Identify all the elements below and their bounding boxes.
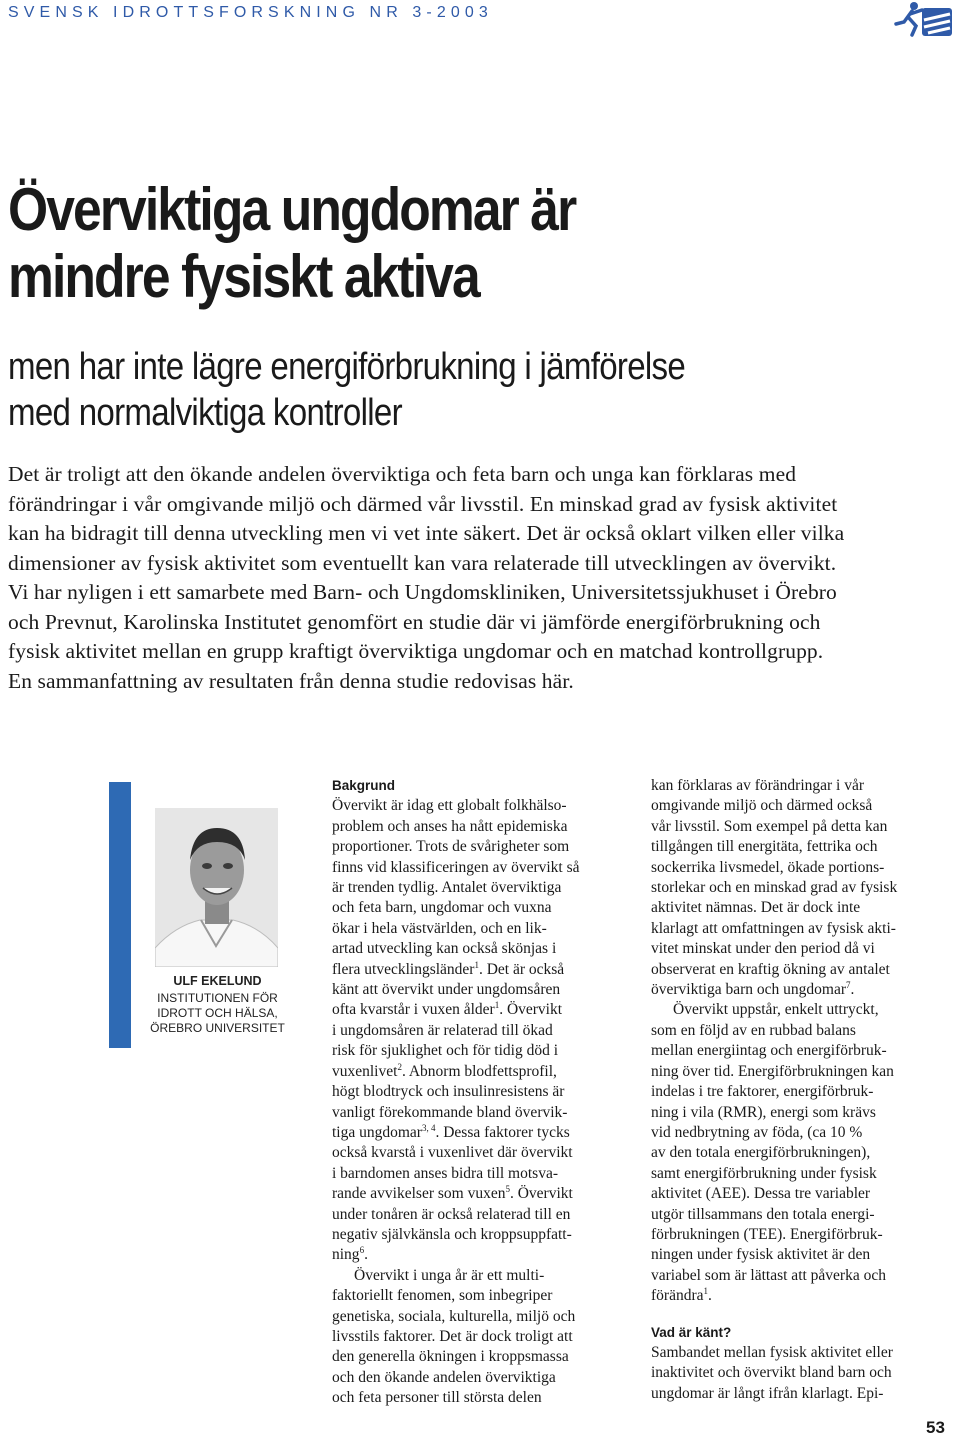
accent-bar	[109, 782, 131, 1048]
section-heading: Vad är känt?	[651, 1324, 732, 1340]
lead-line: förändringar i vår omgivande miljö och därmed vår livsstil. En minskad grad av fysisk aktivitet	[8, 491, 838, 516]
body-text: . Dessa faktorer tycks	[435, 1123, 570, 1141]
body-line: högt blodtryck och insulinresistens är	[332, 1083, 565, 1101]
page-number: 53	[926, 1418, 945, 1437]
author-block	[140, 974, 295, 1036]
body-line	[332, 1245, 632, 1265]
author-affiliation-line: ÖREBRO UNIVERSITET	[150, 1021, 285, 1035]
body-line: i ungdomsåren är relaterad till ökad	[332, 1021, 553, 1039]
body-line: vitet minskat under den period då vi	[651, 940, 875, 958]
body-text: .	[364, 1246, 368, 1264]
body-line: och feta barn, ungdomar och vuxna	[332, 899, 552, 917]
body-line: är trenden tydlig. Antalet överviktiga	[332, 879, 562, 897]
body-line: inaktivitet och övervikt bland barn och	[651, 1364, 892, 1382]
body-text: vuxenlivet	[332, 1062, 398, 1080]
author-portrait-image	[155, 808, 278, 967]
body-line: sockerrika livsmedel, ökade portions-	[651, 858, 885, 876]
body-line: och feta personer till största delen	[332, 1389, 542, 1407]
running-head: SVENSK IDROTTSFORSKNING NR 3-2003	[8, 4, 493, 21]
body-line: Övervikt är idag ett globalt folkhälso-	[332, 797, 567, 815]
body-line: utgör tillsammans den totala energi-	[651, 1205, 875, 1223]
body-text: flera utvecklingsländer	[332, 960, 475, 978]
body-text: . Övervikt	[499, 1001, 563, 1019]
body-line: finns vid klassificeringen av övervikt så	[332, 858, 580, 876]
body-text: överviktiga barn och ungdomar	[651, 981, 846, 999]
body-line: faktoriellt fenomen, som inbegriper	[332, 1287, 553, 1305]
body-line: och den ökande andelen överviktiga	[332, 1368, 556, 1386]
body-line	[332, 1184, 632, 1204]
subtitle-line: men har inte lägre energiförbrukning i jämförelse	[8, 346, 686, 388]
body-text: .	[708, 1287, 712, 1305]
body-text: . Övervikt	[509, 1185, 573, 1203]
body-line	[651, 980, 951, 1000]
body-line: samt energiförbrukning under fysisk	[651, 1164, 877, 1182]
body-text: tiga ungdomar	[332, 1123, 422, 1141]
body-line: livsstils faktorer. Det är dock troligt att	[332, 1327, 573, 1345]
body-text: . Det är också	[478, 960, 565, 978]
reference-mark: 2	[397, 1061, 402, 1072]
lead-line: fysisk aktivitet mellan en grupp kraftigt överviktiga ungdomar och en matchad kontrollgrupp.	[8, 639, 824, 663]
reference-mark: 6	[359, 1245, 365, 1256]
reference-mark: 1	[474, 959, 479, 970]
subtitle-line: med normalviktiga kontroller	[8, 392, 402, 434]
body-line: omgivande miljö och därmed också	[651, 797, 873, 815]
article-title	[8, 176, 816, 310]
body-line: känt att övervikt under ungdomsåren	[332, 981, 561, 999]
body-line: av den totala energiförbrukningen),	[651, 1144, 871, 1162]
body-column-2	[332, 776, 632, 1409]
body-line: förbrukningen (TEE). Energiförbruk-	[651, 1225, 883, 1243]
body-line: i barndomen anses bidra till motsva-	[332, 1164, 558, 1182]
body-line: indelas i tre faktorer, energiförbruk-	[651, 1083, 874, 1101]
body-line: Övervikt i unga år är ett multi-	[354, 1266, 545, 1284]
body-text: .	[850, 981, 855, 999]
body-line: proportioner. Trots de svårigheter som	[332, 838, 570, 856]
lead-line: dimensioner av fysisk aktivitet som eventuellt kan vara relaterade till utvecklingen av övervikt.	[8, 550, 837, 575]
author-photo	[155, 808, 278, 967]
body-line: artad utveckling kan också skönjas i	[332, 940, 557, 958]
lead-line: kan ha bidragit till denna utveckling men vi vet inte säkert. Det är också oklart vilken eller vilka	[8, 521, 845, 545]
title-line: Överviktiga ungdomar är	[8, 176, 576, 243]
lead-line: Vi har nyligen i ett samarbete med Barn- och Ungdomskliniken, Universitetssjukhuset i Örebro	[8, 580, 837, 604]
body-line: storlekar och en minskad grad av fysisk	[651, 879, 898, 897]
body-line: aktivitet (AEE). Dessa tre variabler	[651, 1185, 871, 1203]
lead-line: En sammanfattning av resultaten från denna studie redovisas här.	[8, 668, 574, 693]
body-line: också kvarstå i vuxenlivet där övervikt	[332, 1144, 573, 1162]
lead-paragraph	[8, 460, 948, 696]
body-line: Övervikt uppstår, enkelt uttryckt,	[673, 1001, 879, 1019]
body-line: tillgången till energitäta, fettrika och	[651, 838, 878, 856]
author-affiliation-line: IDROTT OCH HÄLSA,	[157, 1006, 278, 1020]
paragraph-gap	[651, 1307, 951, 1323]
body-line: Sambandet mellan fysisk aktivitet eller	[651, 1343, 893, 1361]
body-line	[332, 1123, 632, 1143]
body-line: negativ självkänsla och kroppsuppfatt-	[332, 1225, 572, 1243]
body-line: vid nedbrytning av föda, (ca 10 %	[651, 1123, 863, 1141]
title-line: mindre fysiskt aktiva	[8, 243, 479, 310]
section-heading: Bakgrund	[332, 778, 396, 793]
reference-mark: 7	[845, 979, 851, 990]
reference-mark: 1	[494, 1000, 500, 1011]
reference-mark: 5	[505, 1183, 510, 1194]
article-subtitle	[8, 344, 826, 436]
body-line: under tonåren är också relaterad till en	[332, 1205, 571, 1223]
body-line	[332, 1000, 632, 1020]
body-line	[332, 960, 632, 980]
author-name: ULF EKELUND	[173, 974, 262, 988]
reference-mark: 1	[703, 1286, 708, 1296]
body-line: ningen under fysisk aktivitet är den	[651, 1246, 871, 1264]
body-line: ning över tid. Energiförbrukningen kan	[651, 1062, 894, 1080]
body-line: aktivitet nämnas. Det är dock inte	[651, 899, 861, 917]
body-line: vår livsstil. Som exempel på detta kan	[651, 817, 888, 835]
body-line: genetiska, sociala, kulturella, miljö och	[332, 1307, 576, 1325]
body-line: den generella ökningen i kroppsmassa	[332, 1348, 569, 1366]
body-line: kan förklaras av förändringar i vår	[651, 777, 865, 794]
body-line: ökar i hela västvärlden, och en lik-	[332, 919, 547, 937]
body-line: problem och anses ha nått epidemiska	[332, 817, 568, 835]
body-line: vanligt förekommande bland övervik-	[332, 1103, 568, 1121]
body-line: risk för sjuklighet och för tidig död i	[332, 1042, 559, 1060]
author-affiliation-line: INSTITUTIONEN FÖR	[157, 991, 278, 1005]
body-text: förändra	[651, 1287, 704, 1305]
body-line	[332, 1062, 632, 1082]
runner-logo-icon	[892, 0, 954, 38]
body-text: . Abnorm blodfettsprofil,	[401, 1062, 557, 1080]
body-line	[651, 1286, 951, 1306]
body-text: ofta kvarstår i vuxen ålder	[332, 1001, 495, 1019]
body-line: variabel som är lättast att påverka och	[651, 1266, 886, 1284]
body-line: observerat en kraftig ökning av antalet	[651, 960, 890, 978]
body-line: ungdomar är långt ifrån klarlagt. Epi-	[651, 1384, 884, 1402]
reference-mark: 3, 4	[421, 1122, 436, 1133]
lead-line: Det är troligt att den ökande andelen överviktiga och feta barn och unga kan förklaras med	[8, 462, 797, 486]
body-line: mellan energiintag och energiförbruk-	[651, 1042, 887, 1060]
body-line: som en följd av en rubbad balans	[651, 1021, 856, 1039]
body-column-3	[651, 776, 951, 1404]
body-line: klarlagt att omfattningen av fysisk akti-	[651, 919, 896, 937]
body-line: ning i vila (RMR), energi som krävs	[651, 1103, 876, 1121]
body-text: rande avvikelser som vuxen	[332, 1185, 506, 1203]
body-text: ning	[332, 1246, 360, 1264]
lead-line: och Prevnut, Karolinska Institutet genomfört en studie där vi jämförde energiförbrukning och	[8, 609, 821, 634]
